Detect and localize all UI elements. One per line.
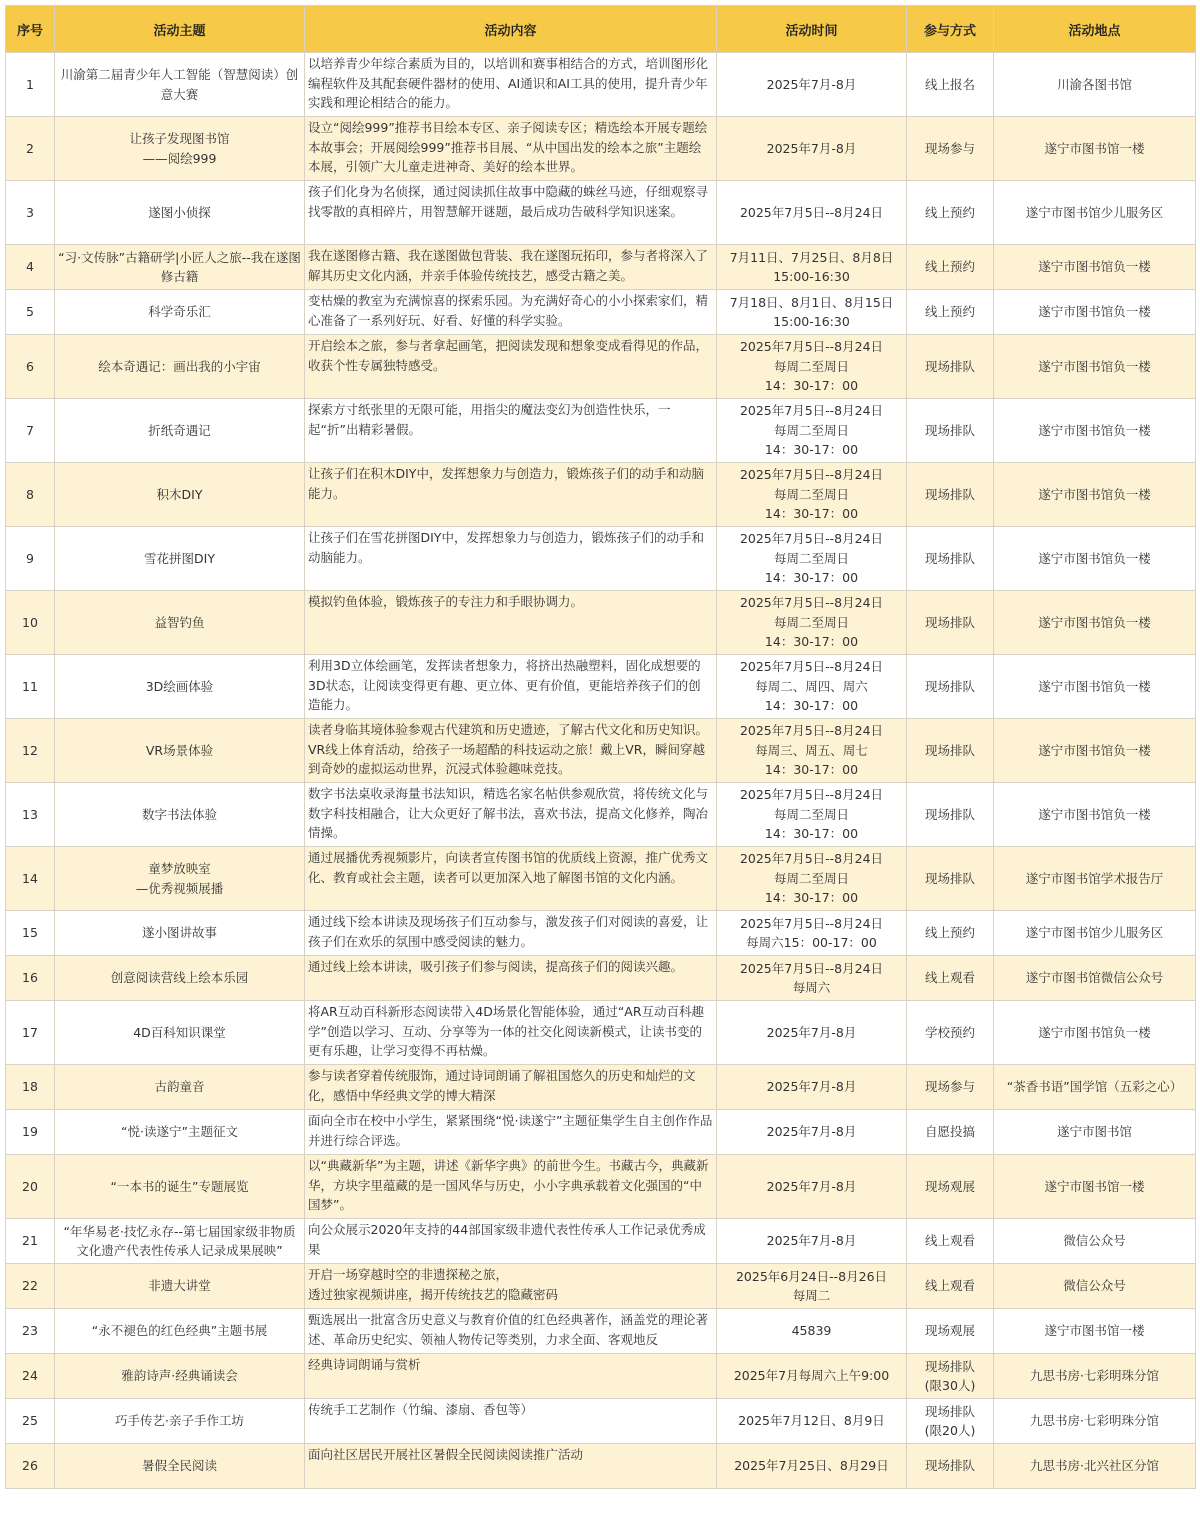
cell-time: 2025年7月-8月 bbox=[717, 1155, 907, 1219]
cell-topic: 巧手传艺·亲子手作工坊 bbox=[55, 1399, 305, 1444]
cell-no: 24 bbox=[6, 1354, 55, 1399]
cell-no: 3 bbox=[6, 181, 55, 245]
cell-time: 2025年6月24日--8月26日 每周二 bbox=[717, 1264, 907, 1309]
table-row bbox=[6, 783, 1196, 847]
cell-topic: 让孩子发现图书馆 ——阅绘999 bbox=[55, 117, 305, 181]
cell-place: 遂宁市图书馆少儿服务区 bbox=[994, 181, 1196, 245]
cell-mode: 现场观展 bbox=[907, 1309, 994, 1354]
table-row bbox=[6, 1065, 1196, 1110]
header-content: 活动内容 bbox=[305, 6, 717, 53]
table-row bbox=[6, 181, 1196, 245]
cell-time: 2025年7月5日--8月24日 每周二至周日 14：30-17：00 bbox=[717, 335, 907, 399]
cell-no: 15 bbox=[6, 911, 55, 956]
cell-time: 2025年7月-8月 bbox=[717, 117, 907, 181]
cell-mode: 现场排队 bbox=[907, 463, 994, 527]
cell-time: 2025年7月-8月 bbox=[717, 1110, 907, 1155]
cell-content: 通过线下绘本讲读及现场孩子们互动参与，激发孩子们对阅读的喜爱，让孩子们在欢乐的氛围中感受阅读的魅力。 bbox=[305, 911, 717, 956]
cell-content: 经典诗词朗诵与赏析 bbox=[305, 1354, 717, 1399]
cell-place: 遂宁市图书馆负一楼 bbox=[994, 335, 1196, 399]
table-row bbox=[6, 1399, 1196, 1444]
table-row bbox=[6, 1354, 1196, 1399]
cell-topic: “习·文传脉”古籍研学|小匠人之旅--我在遂图修古籍 bbox=[55, 245, 305, 290]
cell-content: 将AR互动百科新形态阅读带入4D场景化智能体验，通过“AR互动百科趣学”创造以学习、互动、分享等为一体的社交化阅读新模式，让读书变的更有乐趣，让学习变得不再枯燥。 bbox=[305, 1001, 717, 1065]
cell-no: 16 bbox=[6, 956, 55, 1001]
cell-place: 微信公众号 bbox=[994, 1219, 1196, 1264]
table-row bbox=[6, 117, 1196, 181]
cell-time: 2025年7月5日--8月24日 每周六15：00-17：00 bbox=[717, 911, 907, 956]
cell-place: 遂宁市图书馆负一楼 bbox=[994, 245, 1196, 290]
cell-no: 21 bbox=[6, 1219, 55, 1264]
activity-table bbox=[5, 5, 1196, 1489]
cell-content: 探索方寸纸张里的无限可能，用指尖的魔法变幻为创造性快乐，一起“折”出精彩暑假。 bbox=[305, 399, 717, 463]
cell-place: 九思书房·七彩明珠分馆 bbox=[994, 1354, 1196, 1399]
cell-topic: 童梦放映室 —优秀视频展播 bbox=[55, 847, 305, 911]
cell-time: 7月18日、8月1日、8月15日 15:00-16:30 bbox=[717, 290, 907, 335]
cell-mode: 现场排队 bbox=[907, 1444, 994, 1489]
cell-place: 遂宁市图书馆负一楼 bbox=[994, 399, 1196, 463]
cell-content: 我在遂图修古籍、我在遂图做包背装、我在遂图玩拓印，参与者将深入了解其历史文化内涵，并亲手体验传统技艺，感受古籍之美。 bbox=[305, 245, 717, 290]
cell-no: 6 bbox=[6, 335, 55, 399]
cell-mode: 自愿投搞 bbox=[907, 1110, 994, 1155]
cell-topic: 雅韵诗声·经典诵读会 bbox=[55, 1354, 305, 1399]
cell-mode: 线上预约 bbox=[907, 245, 994, 290]
header-topic: 活动主题 bbox=[55, 6, 305, 53]
cell-place: 遂宁市图书馆少儿服务区 bbox=[994, 911, 1196, 956]
cell-mode: 线上预约 bbox=[907, 181, 994, 245]
cell-time: 2025年7月5日--8月24日 每周二至周日 14：30-17：00 bbox=[717, 591, 907, 655]
cell-content: 利用3D立体绘画笔，发挥读者想象力，将挤出热融塑料，固化成想要的3D状态，让阅读变得更有趣、更立体、更有价值，更能培养孩子们的创造能力。 bbox=[305, 655, 717, 719]
cell-no: 23 bbox=[6, 1309, 55, 1354]
cell-mode: 现场参与 bbox=[907, 117, 994, 181]
table-row bbox=[6, 956, 1196, 1001]
table-row bbox=[6, 1110, 1196, 1155]
cell-content: 传统手工艺制作（竹编、漆扇、香包等） bbox=[305, 1399, 717, 1444]
cell-no: 25 bbox=[6, 1399, 55, 1444]
cell-no: 26 bbox=[6, 1444, 55, 1489]
cell-topic: 益智钓鱼 bbox=[55, 591, 305, 655]
cell-mode: 现场参与 bbox=[907, 1065, 994, 1110]
cell-time: 2025年7月5日--8月24日 每周二至周日 14：30-17：00 bbox=[717, 783, 907, 847]
cell-topic: 川渝第二届青少年人工智能（智慧阅读）创意大赛 bbox=[55, 53, 305, 117]
cell-no: 5 bbox=[6, 290, 55, 335]
cell-content: 面向社区居民开展社区暑假全民阅读阅读推广活动 bbox=[305, 1444, 717, 1489]
cell-no: 19 bbox=[6, 1110, 55, 1155]
cell-time: 2025年7月25日、8月29日 bbox=[717, 1444, 907, 1489]
cell-mode: 线上观看 bbox=[907, 956, 994, 1001]
cell-time: 7月11日、7月25日、8月8日 15:00-16:30 bbox=[717, 245, 907, 290]
cell-time: 2025年7月5日--8月24日 bbox=[717, 181, 907, 245]
cell-place: 遂宁市图书馆一楼 bbox=[994, 1309, 1196, 1354]
table-row bbox=[6, 290, 1196, 335]
cell-topic: 积木DIY bbox=[55, 463, 305, 527]
table-body bbox=[6, 53, 1196, 1489]
table-row bbox=[6, 53, 1196, 117]
cell-place: 遂宁市图书馆一楼 bbox=[994, 117, 1196, 181]
table-row bbox=[6, 911, 1196, 956]
cell-time: 2025年7月-8月 bbox=[717, 1001, 907, 1065]
cell-place: 遂宁市图书馆负一楼 bbox=[994, 290, 1196, 335]
cell-content: 开启绘本之旅，参与者拿起画笔，把阅读发现和想象变成看得见的作品，收获个性专属独特感受。 bbox=[305, 335, 717, 399]
cell-content: 通过线上绘本讲读，吸引孩子们参与阅读，提高孩子们的阅读兴趣。 bbox=[305, 956, 717, 1001]
cell-topic: 绘本奇遇记：画出我的小宇宙 bbox=[55, 335, 305, 399]
cell-topic: “悦·读遂宁”主题征文 bbox=[55, 1110, 305, 1155]
cell-place: 遂宁市图书馆学术报告厅 bbox=[994, 847, 1196, 911]
cell-content: 通过展播优秀视频影片，向读者宣传图书馆的优质线上资源，推广优秀文化、教育或社会主题，读者可以更加深入地了解图书馆的文化内涵。 bbox=[305, 847, 717, 911]
cell-mode: 线上报名 bbox=[907, 53, 994, 117]
cell-content: 让孩子们在雪花拼图DIY中，发挥想象力与创造力，锻炼孩子们的动手和动脑能力。 bbox=[305, 527, 717, 591]
cell-topic: 4D百科知识课堂 bbox=[55, 1001, 305, 1065]
table-row bbox=[6, 719, 1196, 783]
cell-content: 以培养青少年综合素质为目的，以培训和赛事相结合的方式，培训图形化编程软件及其配套硬件器材的使用、AI通识和AI工具的使用，提升青少年实践和理论相结合的能力。 bbox=[305, 53, 717, 117]
cell-topic: 古韵童音 bbox=[55, 1065, 305, 1110]
cell-time: 2025年7月5日--8月24日 每周二至周日 14：30-17：00 bbox=[717, 847, 907, 911]
header-time: 活动时间 bbox=[717, 6, 907, 53]
cell-place: 遂宁市图书馆负一楼 bbox=[994, 719, 1196, 783]
cell-time: 2025年7月5日--8月24日 每周二至周日 14：30-17：00 bbox=[717, 527, 907, 591]
table-row bbox=[6, 847, 1196, 911]
cell-no: 12 bbox=[6, 719, 55, 783]
cell-no: 11 bbox=[6, 655, 55, 719]
header-mode: 参与方式 bbox=[907, 6, 994, 53]
cell-content: 孩子们化身为名侦探，通过阅读抓住故事中隐藏的蛛丝马迹，仔细观察寻找零散的真相碎片，用智慧解开谜题，最后成功告破科学知识迷案。 bbox=[305, 181, 717, 245]
cell-topic: “一本书的诞生”专题展览 bbox=[55, 1155, 305, 1219]
cell-place: “茶香书语”国学馆（五彩之心） bbox=[994, 1065, 1196, 1110]
cell-content: 读者身临其境体验参观古代建筑和历史遗迹，了解古代文化和历史知识。VR线上体育活动，给孩子一场超酷的科技运动之旅！戴上VR，瞬间穿越到奇妙的虚拟运动世界，沉浸式体验趣味竞技。 bbox=[305, 719, 717, 783]
table-row bbox=[6, 245, 1196, 290]
cell-time: 2025年7月-8月 bbox=[717, 53, 907, 117]
cell-topic: 3D绘画体验 bbox=[55, 655, 305, 719]
cell-content: 让孩子们在积木DIY中，发挥想象力与创造力，锻炼孩子们的动手和动脑能力。 bbox=[305, 463, 717, 527]
header-row bbox=[6, 6, 1196, 53]
cell-mode: 现场观展 bbox=[907, 1155, 994, 1219]
cell-place: 遂宁市图书馆负一楼 bbox=[994, 783, 1196, 847]
cell-topic: “永不褪色的红色经典”主题书展 bbox=[55, 1309, 305, 1354]
cell-mode: 线上预约 bbox=[907, 290, 994, 335]
cell-no: 14 bbox=[6, 847, 55, 911]
table-row bbox=[6, 1155, 1196, 1219]
cell-content: 以“典藏新华”为主题，讲述《新华字典》的前世今生。书藏古今，典藏新华，方块字里蕴藏的是一国风华与历史，小小字典承载着文化强国的“中国梦”。 bbox=[305, 1155, 717, 1219]
cell-content: 设立“阅绘999”推荐书目绘本专区、亲子阅读专区；精选绘本开展专题绘本故事会；开展阅绘999”推荐书目展、“从中国出发的绘本之旅”主题绘本展，引领广大儿童走进神奇、美好的绘本世界。 bbox=[305, 117, 717, 181]
cell-topic: 雪花拼图DIY bbox=[55, 527, 305, 591]
cell-time: 45839 bbox=[717, 1309, 907, 1354]
cell-mode: 现场排队 bbox=[907, 591, 994, 655]
cell-no: 18 bbox=[6, 1065, 55, 1110]
cell-place: 遂宁市图书馆一楼 bbox=[994, 1155, 1196, 1219]
cell-content: 参与读者穿着传统服饰，通过诗词朗诵了解祖国悠久的历史和灿烂的文化，感悟中华经典文学的博大精深 bbox=[305, 1065, 717, 1110]
cell-mode: 线上预约 bbox=[907, 911, 994, 956]
table-row bbox=[6, 591, 1196, 655]
activity-table-container bbox=[5, 5, 1195, 1489]
cell-topic: 暑假全民阅读 bbox=[55, 1444, 305, 1489]
cell-no: 17 bbox=[6, 1001, 55, 1065]
cell-mode: 现场排队 bbox=[907, 847, 994, 911]
cell-topic: 科学奇乐汇 bbox=[55, 290, 305, 335]
cell-time: 2025年7月5日--8月24日 每周三、周五、周七 14：30-17：00 bbox=[717, 719, 907, 783]
cell-content: 面向全市在校中小学生，紧紧围绕“悦·读遂宁”主题征集学生自主创作作品并进行综合评选。 bbox=[305, 1110, 717, 1155]
cell-place: 遂宁市图书馆 bbox=[994, 1110, 1196, 1155]
cell-content: 变枯燥的教室为充满惊喜的探索乐园。为充满好奇心的小小探索家们，精心准备了一系列好玩、好看、好懂的科学实验。 bbox=[305, 290, 717, 335]
cell-place: 遂宁市图书馆微信公众号 bbox=[994, 956, 1196, 1001]
cell-place: 遂宁市图书馆负一楼 bbox=[994, 463, 1196, 527]
cell-topic: 折纸奇遇记 bbox=[55, 399, 305, 463]
cell-mode: 现场排队 (限30人) bbox=[907, 1354, 994, 1399]
cell-mode: 现场排队 bbox=[907, 719, 994, 783]
table-row bbox=[6, 1444, 1196, 1489]
cell-time: 2025年7月每周六上午9:00 bbox=[717, 1354, 907, 1399]
cell-topic: 非遗大讲堂 bbox=[55, 1264, 305, 1309]
cell-mode: 现场排队 bbox=[907, 399, 994, 463]
cell-mode: 现场排队 (限20人) bbox=[907, 1399, 994, 1444]
cell-topic: “年华易老·技忆永存--第七届国家级非物质文化遗产代表性传承人记录成果展映” bbox=[55, 1219, 305, 1264]
cell-time: 2025年7月-8月 bbox=[717, 1219, 907, 1264]
cell-time: 2025年7月12日、8月9日 bbox=[717, 1399, 907, 1444]
table-row bbox=[6, 1309, 1196, 1354]
cell-place: 遂宁市图书馆负一楼 bbox=[994, 1001, 1196, 1065]
cell-time: 2025年7月5日--8月24日 每周二至周日 14：30-17：00 bbox=[717, 463, 907, 527]
cell-place: 遂宁市图书馆负一楼 bbox=[994, 527, 1196, 591]
cell-place: 九思书房·七彩明珠分馆 bbox=[994, 1399, 1196, 1444]
cell-no: 2 bbox=[6, 117, 55, 181]
cell-mode: 线上观看 bbox=[907, 1264, 994, 1309]
table-row bbox=[6, 335, 1196, 399]
cell-mode: 现场排队 bbox=[907, 527, 994, 591]
cell-mode: 现场排队 bbox=[907, 655, 994, 719]
cell-place: 遂宁市图书馆负一楼 bbox=[994, 591, 1196, 655]
cell-mode: 现场排队 bbox=[907, 783, 994, 847]
cell-no: 20 bbox=[6, 1155, 55, 1219]
cell-content: 模拟钓鱼体验，锻炼孩子的专注力和手眼协调力。 bbox=[305, 591, 717, 655]
table-row bbox=[6, 527, 1196, 591]
cell-no: 1 bbox=[6, 53, 55, 117]
cell-place: 遂宁市图书馆负一楼 bbox=[994, 655, 1196, 719]
cell-content: 开启一场穿越时空的非遗探秘之旅， 透过独家视频讲座，揭开传统技艺的隐藏密码 bbox=[305, 1264, 717, 1309]
cell-content: 向公众展示2020年支持的44部国家级非遗代表性传承人工作记录优秀成果 bbox=[305, 1219, 717, 1264]
cell-topic: 数字书法体验 bbox=[55, 783, 305, 847]
cell-topic: 遂小图讲故事 bbox=[55, 911, 305, 956]
cell-no: 7 bbox=[6, 399, 55, 463]
cell-time: 2025年7月5日--8月24日 每周二至周日 14：30-17：00 bbox=[717, 399, 907, 463]
header-place: 活动地点 bbox=[994, 6, 1196, 53]
cell-place: 九思书房·北兴社区分馆 bbox=[994, 1444, 1196, 1489]
header-no: 序号 bbox=[6, 6, 55, 53]
cell-time: 2025年7月-8月 bbox=[717, 1065, 907, 1110]
cell-no: 10 bbox=[6, 591, 55, 655]
cell-no: 22 bbox=[6, 1264, 55, 1309]
table-row bbox=[6, 399, 1196, 463]
table-row bbox=[6, 463, 1196, 527]
cell-no: 4 bbox=[6, 245, 55, 290]
cell-time: 2025年7月5日--8月24日 每周六 bbox=[717, 956, 907, 1001]
table-row bbox=[6, 1264, 1196, 1309]
cell-no: 13 bbox=[6, 783, 55, 847]
table-row bbox=[6, 1219, 1196, 1264]
cell-place: 微信公众号 bbox=[994, 1264, 1196, 1309]
cell-mode: 学校预约 bbox=[907, 1001, 994, 1065]
cell-place: 川渝各图书馆 bbox=[994, 53, 1196, 117]
cell-time: 2025年7月5日--8月24日 每周二、周四、周六 14：30-17：00 bbox=[717, 655, 907, 719]
cell-content: 数字书法桌收录海量书法知识，精选名家名帖供参观欣赏，将传统文化与数字科技相融合，让大众更好了解书法，喜欢书法，提高文化修养，陶冶情操。 bbox=[305, 783, 717, 847]
cell-no: 9 bbox=[6, 527, 55, 591]
cell-topic: 遂图小侦探 bbox=[55, 181, 305, 245]
table-row bbox=[6, 655, 1196, 719]
cell-mode: 现场排队 bbox=[907, 335, 994, 399]
cell-topic: VR场景体验 bbox=[55, 719, 305, 783]
cell-content: 甄选展出一批富含历史意义与教育价值的红色经典著作，涵盖党的理论著述、革命历史纪实、领袖人物传记等类别，力求全面、客观地反 bbox=[305, 1309, 717, 1354]
cell-no: 8 bbox=[6, 463, 55, 527]
cell-mode: 线上观看 bbox=[907, 1219, 994, 1264]
table-row bbox=[6, 1001, 1196, 1065]
cell-topic: 创意阅读营线上绘本乐园 bbox=[55, 956, 305, 1001]
